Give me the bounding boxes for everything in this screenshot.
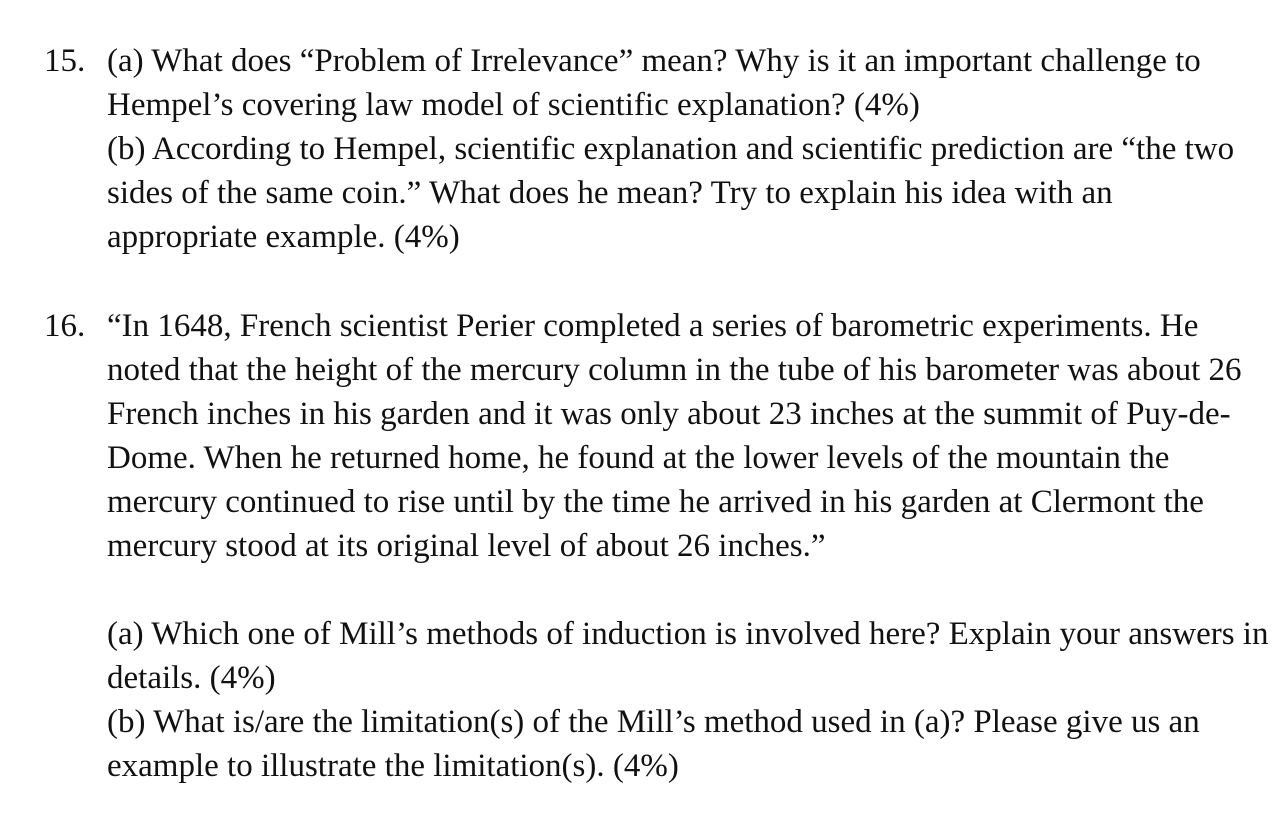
question-part-b: (b) What is/are the limitation(s) of the Mill’s method used in (a)? Please give us an example to illustrate the limitation(s). (4%) [107, 704, 1200, 784]
question-part-a: (a) Which one of Mill’s methods of induction is involved here? Explain your answers in details. (4%) [107, 616, 1269, 696]
question-number: 16. [44, 308, 86, 344]
question-content [107, 39, 1270, 259]
question-16 [44, 304, 1270, 788]
question-part-b: (b) According to Hempel, scientific explanation and scientific prediction are “the two sides of the same coin.” What does he mean? Try to explain his idea with an appropriate example. (4%) [107, 131, 1235, 255]
question-number: 15. [44, 43, 86, 79]
question-part-a: (a) What does “Problem of Irrelevance” mean? Why is it an important challenge to Hempel’s covering law model of scientific explanation? (4%) [107, 43, 1201, 123]
question-15 [44, 39, 1270, 259]
question-content [107, 304, 1270, 788]
question-quote: “In 1648, French scientist Perier completed a series of barometric experiments. He noted that the height of the mercury column in the tube of his barometer was about 26 French inches in his garden and it was only about 23 inches at the summit of Puy-de-Dome. When he returned home, he found at the lower levels of the mountain the mercury continued to rise until by the time he arrived in his garden at Clermont the mercury stood at its original level of about 26 inches.” [107, 308, 1242, 564]
